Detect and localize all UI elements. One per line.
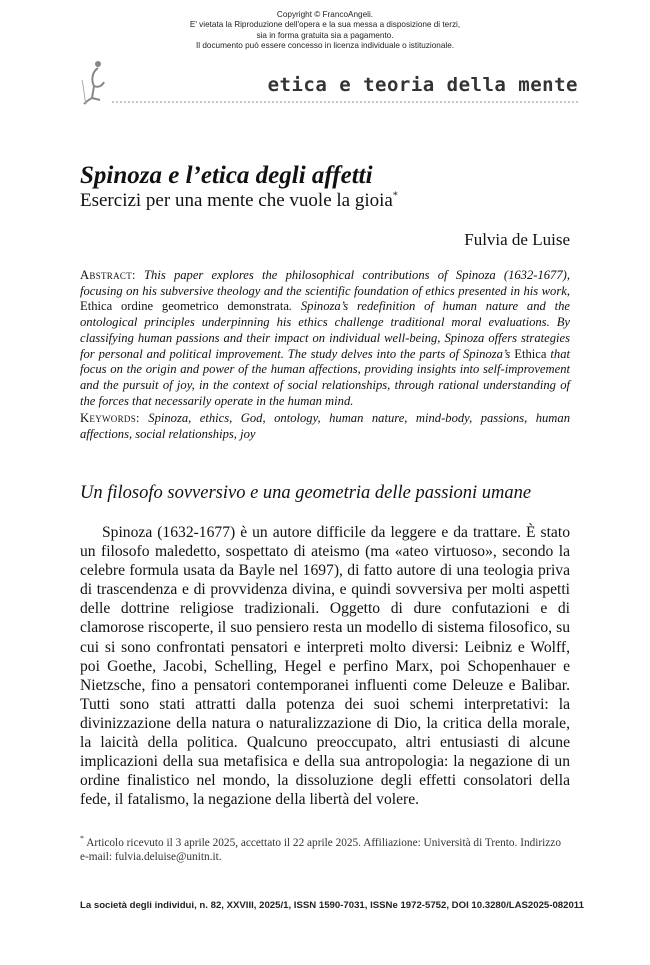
abstract-text: . Spinoza’s redefinition of human nature and the ontological principles underpinning his ethics challenge traditional moral evaluations. By classifying human passions and their impact on individual well-being, Spinoza offers strategies for personal and political improvement. The study delves into the parts of Spinoza’s <box>80 299 570 361</box>
section-heading: Un filosofo sovversivo e una geometria delle passioni umane <box>80 483 532 503</box>
abstract-label: Abstract: <box>80 268 136 282</box>
copyright-line: E' vietata la Riproduzione dell'opera e la sua messa a disposizione di terzi, <box>189 20 461 30</box>
sitting-figure-icon <box>78 58 112 108</box>
keywords-label: Keywords: <box>80 411 140 425</box>
footnote-marker: * <box>80 834 84 843</box>
article-subtitle <box>80 190 398 212</box>
series-title: etica e teoria della mente <box>267 74 578 96</box>
abstract-text: This paper explores the philosophical contributions of Spinoza (1632-1677), focusing on his subversive theology and the scientific foundation of ethics presented in his work, <box>80 268 570 298</box>
abstract <box>80 268 570 409</box>
footnote-text: Articolo ricevuto il 3 aprile 2025, accettato il 22 aprile 2025. Affiliazione: Università di Trento. Indirizzo e-mail: fulvia.deluise@unitn.it. <box>80 836 561 863</box>
copyright-notice <box>0 10 650 52</box>
copyright-line: Il documento può essere concesso in licenza individuale o istituzionale. <box>195 41 455 51</box>
abstract-work-title: Ethica ordine geometrico demonstrata <box>80 299 289 314</box>
author-name: Fulvia de Luise <box>464 230 570 249</box>
copyright-line: sia in forma gratuita sia a pagamento. <box>256 30 394 40</box>
keywords <box>80 411 570 442</box>
copyright-line: Copyright © FrancoAngeli. <box>276 10 374 19</box>
page-footer-citation: La società degli individui, n. 82, XXVIII, 2025/1, ISSN 1590-7031, ISSNe 1972-5752, DOI 10.3280/LAS2025-082011 <box>80 900 584 911</box>
subtitle-text: Esercizi per una mente che vuole la gioia <box>80 190 393 211</box>
keywords-text: Spinoza, ethics, God, ontology, human nature, mind-body, passions, human affections, social relationships, joy <box>80 411 570 441</box>
footnote-marker[interactable]: * <box>392 190 398 202</box>
body-paragraph: Spinoza (1632-1677) è un autore difficile da leggere e da trattare. È stato un filosofo maledetto, sospettato di ateismo (ma «ateo virtuoso», secondo la celebre formula usata da Bayle nel 1697), di fatto autore di una teologia priva di trascendenza e di provvidenza divina, e quindi sovversiva per molti aspetti delle dottrine religiose tradizionali. Oggetto di dure confutazioni e di clamorose riscoperte, il suo pensiero resta un modello di sistema filosofico, su cui si sono confrontati pensatori e interpreti molto diversi: Leibniz e Wolff, poi Goethe, Jacobi, Schelling, Hegel e perfino Marx, poi Schopenhauer e Nietzsche, fino a pensatori contemporanei influenti come Deleuze e Balibar. Tutti sono stati attratti dalla potenza dei suoi schemi interpretativi: la divinizzazione della natura o naturalizzazione di Dio, la critica della morale, la laicità della politica. Qualcuno preoccupato, altri entusiasti di alcune implicazioni della sua metafisica e della sua antropologia: la negazione di un ordine finalistico nel mondo, la dissoluzione degli effetti consolatori della fede, il fatalismo, la negazione della libertà del volere. <box>80 524 570 809</box>
footnote <box>80 832 570 864</box>
article-title: Spinoza e l’etica degli affetti <box>80 162 373 189</box>
series-divider <box>112 101 578 103</box>
abstract-work-title: Ethica <box>514 346 547 361</box>
abstract-text: that focus on the origin and power of the human affections, providing insights into self-improvement and the pursuit of joy, in the context of social relationships, through rational understanding of the forces that necessarily operate in the human mind. <box>80 346 570 408</box>
